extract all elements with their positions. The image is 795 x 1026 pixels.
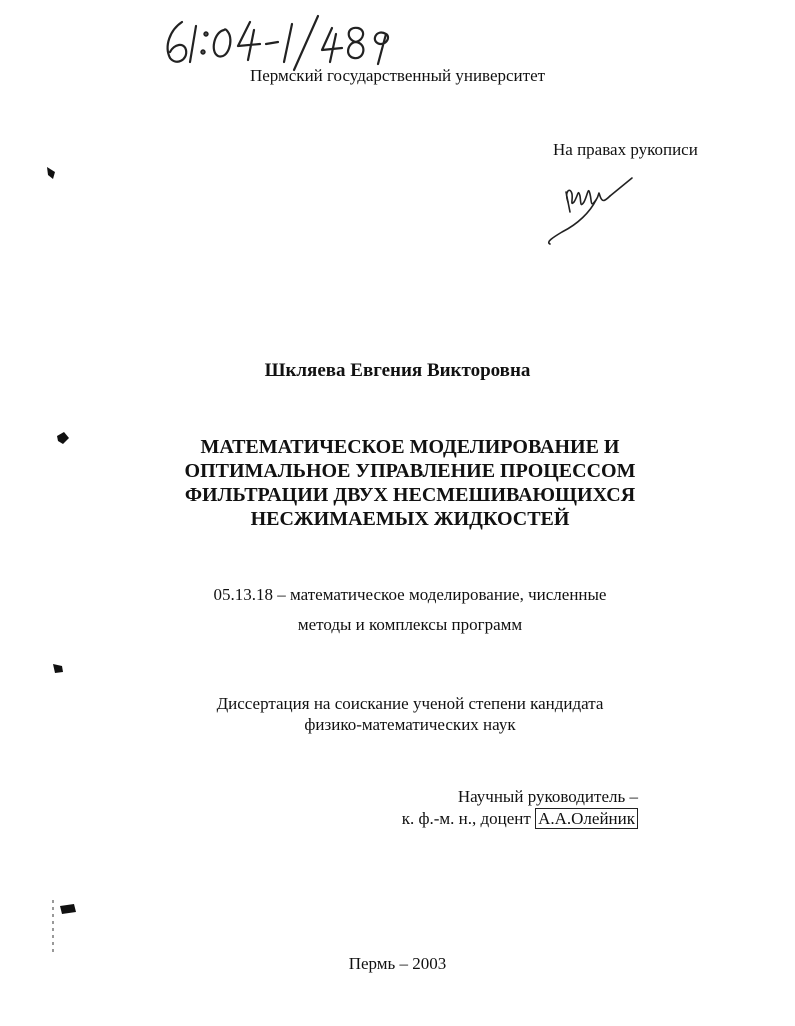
author-name: Шкляева Евгения Викторовна xyxy=(264,360,531,381)
scan-mark xyxy=(55,430,71,446)
handwritten-archive-code xyxy=(150,12,410,72)
degree-line: физико-математических наук xyxy=(304,715,516,734)
degree-statement xyxy=(150,693,670,735)
scan-mark xyxy=(44,165,60,181)
supervisor-rank: к. ф.-м. н., доцент xyxy=(401,809,531,828)
university-name: Пермский государственный университет xyxy=(249,66,546,85)
dissertation-title xyxy=(150,435,670,531)
title-line: ФИЛЬТРАЦИИ ДВУХ НЕСМЕШИВАЮЩИХСЯ xyxy=(184,484,636,506)
scan-mark xyxy=(50,898,80,958)
signature xyxy=(540,172,635,247)
scientific-supervisor xyxy=(380,786,638,830)
supervisor-credentials xyxy=(380,808,638,830)
specialty-line: методы и комплексы программ xyxy=(297,615,523,634)
manuscript-rights-note: На правах рукописи xyxy=(553,140,698,159)
specialty-code xyxy=(150,580,670,640)
supervisor-name: А.А.Олейник xyxy=(535,808,638,829)
degree-line: Диссертация на соискание ученой степени кандидата xyxy=(216,694,604,713)
supervisor-label: Научный руководитель – xyxy=(457,787,638,806)
title-line: НЕСЖИМАЕМЫХ ЖИДКОСТЕЙ xyxy=(250,508,570,530)
title-line: МАТЕМАТИЧЕСКОЕ МОДЕЛИРОВАНИЕ И xyxy=(200,436,620,458)
specialty-line: 05.13.18 – математическое моделирование, численные xyxy=(213,585,607,604)
scan-mark xyxy=(50,660,66,676)
city-year: Пермь – 2003 xyxy=(348,954,447,973)
title-line: ОПТИМАЛЬНОЕ УПРАВЛЕНИЕ ПРОЦЕССОМ xyxy=(184,460,636,482)
